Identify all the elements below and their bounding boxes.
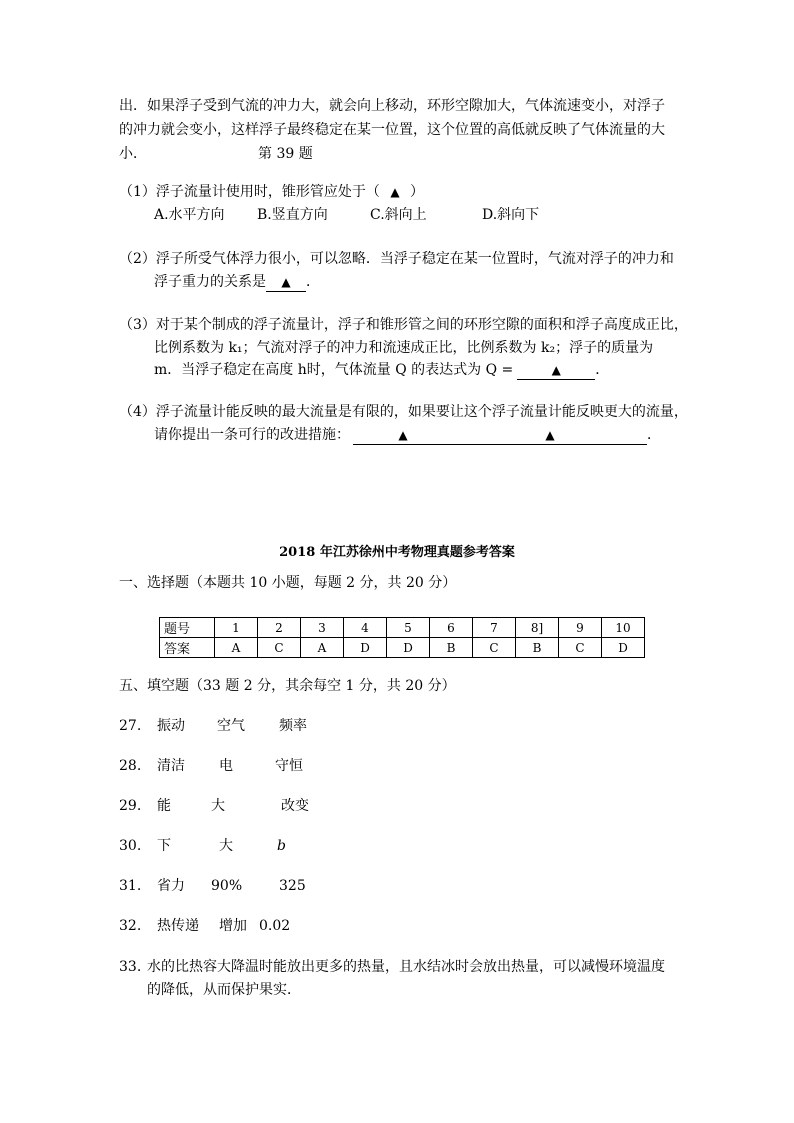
answer-blank-1: 清洁 [157, 758, 185, 774]
answer-number: 29. [119, 798, 142, 814]
answer-table-row-numbers [160, 618, 645, 638]
section-5-heading: 五、填空题（33 题 2 分，其余每空 1 分，共 20 分） [119, 678, 456, 694]
question-4-text: 请你提出一条可行的改进措施： [154, 427, 350, 443]
table-cell: 1 [215, 618, 258, 638]
question-3-line-3 [154, 358, 609, 382]
question-1-option-b: B.竖直方向 [257, 207, 328, 223]
answer-number: 33. [119, 959, 142, 975]
question-4-line-2 [154, 423, 661, 447]
answer-blank-1: 振动 [157, 718, 185, 734]
answer-number: 31. [119, 878, 142, 894]
question-1-stem [119, 180, 424, 204]
answer-blank-mark: ▲ [266, 274, 306, 292]
answer-33-text: 水的比热容大降温时能放出更多的热量，且水结冰时会放出热量，可以减慢环境温度 [147, 959, 665, 975]
table-cell: D [602, 638, 645, 658]
answer-blank-2: 空气 [217, 718, 245, 734]
answer-row [119, 874, 306, 898]
answer-33-line-1 [119, 955, 665, 979]
table-cell: 8] [516, 618, 559, 638]
intro-line-1: 出．如果浮子受到气流的冲力大，就会向上移动，环形空隙加大，气体流速变小，对浮子 [119, 98, 665, 114]
table-cell: A [301, 638, 344, 658]
answer-blank-3: 0.02 [259, 918, 291, 934]
answer-blank-2: 大 [219, 838, 233, 854]
table-cell: 3 [301, 618, 344, 638]
table-cell: B [516, 638, 559, 658]
question-1-text: （1）浮子流量计使用时，锥形管应处于（ [119, 184, 380, 200]
table-cell: C [559, 638, 602, 658]
table-cell: 2 [258, 618, 301, 638]
answer-row [119, 714, 307, 738]
answer-table-row-answers [160, 638, 645, 658]
answer-blank-mark: ▲ [517, 362, 595, 380]
question-4-end: ． [647, 427, 661, 443]
table-cell: 6 [430, 618, 473, 638]
answer-blank-2: 电 [219, 758, 233, 774]
answer-blank-2: 90% [211, 878, 243, 894]
table-cell: 5 [387, 618, 430, 638]
table-cell: D [387, 638, 430, 658]
question-3-line-1: （3）对于某个制成的浮子流量计，浮子和锥形管之间的环形空隙的面积和浮子高度成正比， [119, 317, 688, 333]
answer-blank-3: 改变 [281, 798, 309, 814]
answer-blank-mark: ▲ [453, 427, 647, 445]
table-cell: D [344, 638, 387, 658]
answer-blank-1: 省力 [157, 878, 185, 894]
question-2-line-2 [154, 270, 320, 294]
answer-row [119, 914, 290, 938]
row-label-numbers: 题号 [160, 618, 215, 638]
answer-row [119, 794, 309, 818]
intro-line-2: 的冲力就会变小，这样浮子最终稳定在某一位置，这个位置的高低就反映了气体流量的大 [119, 122, 665, 138]
answer-blank-3: 325 [279, 878, 306, 894]
question-3-text: m．当浮子稳定在高度 h时，气体流量 Q 的表达式为 Q = [154, 362, 514, 378]
answer-blank-2: 大 [211, 798, 225, 814]
question-3-end: ． [595, 362, 610, 378]
question-1-option-c: C.斜向上 [370, 207, 427, 223]
table-cell: 4 [344, 618, 387, 638]
answer-blank-2: 增加 [219, 918, 247, 934]
answer-blank-1: 下 [157, 838, 171, 854]
answer-number: 30. [119, 838, 142, 854]
table-cell: C [473, 638, 516, 658]
section-1-heading: 一、选择题（本题共 10 小题，每题 2 分，共 20 分） [119, 575, 457, 591]
question-1-option-a: A.水平方向 [154, 207, 225, 223]
row-label-answers: 答案 [160, 638, 215, 658]
table-cell: 10 [602, 618, 645, 638]
table-cell: 7 [473, 618, 516, 638]
table-cell: B [430, 638, 473, 658]
intro-line-3: 小． [119, 146, 147, 162]
question-1-option-d: D.斜向下 [482, 207, 540, 223]
question-1-close: ） [410, 184, 425, 200]
answer-blank-mark: ▲ [353, 427, 453, 445]
answer-33-line-2: 的降低，从而保护果实． [147, 982, 301, 998]
table-cell: C [258, 638, 301, 658]
answers-title: 2018 年江苏徐州中考物理真题参考答案 [279, 545, 515, 560]
answer-blank-1: 能 [157, 798, 171, 814]
table-cell: 9 [559, 618, 602, 638]
answer-table [159, 617, 645, 658]
answer-number: 32. [119, 918, 142, 934]
answer-blank-mark: ▲ [390, 185, 400, 199]
answer-blank-3: b [277, 838, 286, 854]
answer-number: 27. [119, 718, 142, 734]
answer-blank-1: 热传递 [157, 918, 199, 934]
table-cell: A [215, 638, 258, 658]
figure-label: 第 39 题 [258, 146, 313, 162]
question-2-line-1: （2）浮子所受气体浮力很小，可以忽略．当浮子稳定在某一位置时，气流对浮子的冲力和 [119, 251, 674, 267]
question-2-end: ． [306, 274, 320, 290]
answer-number: 28. [119, 758, 142, 774]
answer-row [119, 754, 303, 778]
question-4-line-1: （4）浮子流量计能反映的最大流量是有限的，如果要让这个浮子流量计能反映更大的流量， [119, 404, 688, 420]
answer-blank-3: 频率 [279, 718, 307, 734]
question-3-line-2: 比例系数为 k₁；气流对浮子的冲力和流速成正比，比例系数为 k₂；浮子的质量为 [154, 340, 654, 356]
answer-blank-3: 守恒 [275, 758, 303, 774]
question-2-text: 浮子重力的关系是 [154, 274, 266, 290]
answer-row [119, 834, 286, 858]
